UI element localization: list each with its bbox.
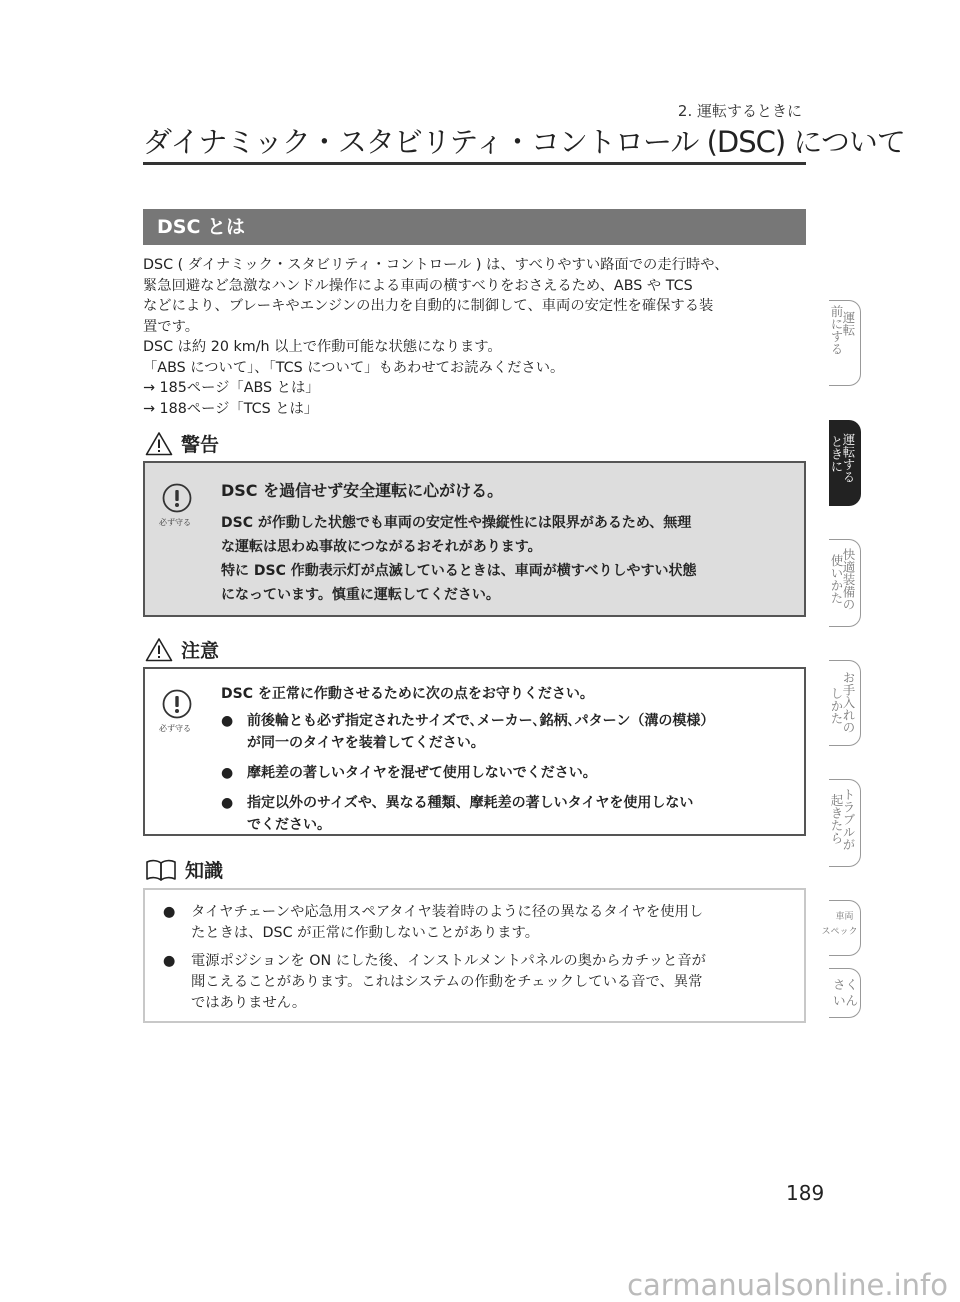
must-observe-mark (159, 483, 192, 528)
watermark: carmanualsonline.info (627, 1268, 948, 1302)
page-reference: → 188ページ「TCS とは」 (143, 400, 319, 417)
list-item (221, 762, 790, 784)
tab-label: お手入れの (841, 671, 856, 734)
bullet-text: 摩耗差の著しいタイヤを混ぜて使用しないでください。 (247, 765, 597, 781)
bullet-mark: ● (221, 765, 234, 781)
tab-label: 運転 (841, 311, 856, 336)
must-observe-caption: 必ず守る (159, 518, 191, 527)
tab-label: ときに (829, 435, 844, 473)
warning-label-row (145, 430, 219, 457)
caution-box (143, 667, 806, 836)
body-line: 「ABS について」、「TCS について」もあわせてお読みください。 (143, 359, 565, 376)
must-observe-mark (159, 689, 192, 734)
tab-before-driving[interactable] (829, 300, 861, 386)
bullet-mark: ● (163, 904, 176, 920)
caution-label-row (145, 636, 219, 663)
warning-line: な運転は思わぬ事故につながるおそれがあります。 (221, 539, 542, 555)
bullet-text: タイヤチェーンや応急用スペアタイヤ装着時のように径の異なるタイヤを使用し (191, 904, 704, 920)
body-line: DSC ( ダイナミック・スタビリティ・コントロール ) は、すべりやすい路面での走行時や、 (143, 257, 729, 273)
tab-label: いん (833, 993, 859, 1008)
bullet-mark: ● (221, 795, 234, 811)
bullet-text: 電源ポジションを ON にした後、インストルメントパネルの奥からカチッと音が (191, 953, 706, 969)
knowledge-content (159, 902, 790, 1021)
knowledge-box (143, 888, 806, 1023)
warning-lead: DSC を過信せず安全運転に心がける。 (221, 481, 504, 500)
knowledge-label: 知識 (185, 860, 224, 882)
tab-comfort-equipment[interactable] (829, 539, 861, 627)
bullet-text: 聞こえることがあります。これはシステムの作動をチェックしている音で、異常 (191, 974, 703, 990)
bullet-text: たときは、DSC が正常に作動しないことがあります。 (191, 925, 539, 941)
exclamation-circle-icon (162, 483, 192, 513)
warning-line: 特に DSC 作動表示灯が点滅しているときは、車両が横すべりしやすい状態 (221, 563, 697, 579)
must-observe-caption: 必ず守る (159, 724, 191, 733)
bullet-mark: ● (163, 953, 176, 969)
bullet-text: でください。 (247, 817, 331, 833)
warning-triangle-icon (145, 431, 173, 456)
tab-troubleshooting[interactable] (829, 779, 861, 867)
body-line: などにより、ブレーキやエンジンの出力を自動的に制御して、車両の安定性を確保する装 (143, 298, 714, 314)
body-line: 緊急回避など急激なハンドル操作による車両の横すべりをおさえるため、ABS や TCS (143, 277, 693, 294)
tab-label: 快適装備の (841, 548, 856, 611)
tab-label: さく (833, 977, 859, 992)
tab-label: しかた (829, 687, 844, 725)
page-reference: → 185ページ「ABS とは」 (143, 380, 320, 396)
section-body (143, 255, 806, 419)
warning-line: DSC が作動した状態でも車両の安定性や操縦性には限界があるため、無理 (221, 515, 692, 531)
title-rule (143, 162, 806, 165)
bullet-text: 前後輪とも必ず指定されたサイズで､メーカー､銘柄､パターン（溝の模様） (247, 713, 715, 729)
chapter-label: 2. 運転するときに (677, 102, 802, 120)
list-item (221, 792, 790, 836)
tab-while-driving[interactable] (829, 420, 861, 506)
bullet-mark: ● (221, 713, 234, 729)
tab-label: 前にする (829, 305, 844, 355)
tab-maintenance[interactable] (829, 660, 861, 746)
caution-content (221, 683, 790, 844)
bullet-text: が同一のタイヤを装着してください。 (247, 735, 485, 751)
warning-box (143, 461, 806, 617)
list-item (221, 710, 790, 754)
exclamation-circle-icon (162, 689, 192, 719)
tab-label: 車両 (835, 912, 854, 922)
list-item (159, 902, 790, 944)
tab-label: 運転する (841, 433, 856, 483)
warning-line: になっています。慎重に運転してください。 (221, 587, 500, 603)
body-line: DSC は約 20 km/h 以上で作動可能な状態になります。 (143, 339, 502, 355)
bullet-text: ではありません。 (191, 995, 307, 1011)
tab-label: 起きたら (829, 794, 844, 844)
page-number: 189 (786, 1181, 825, 1205)
caution-label: 注意 (181, 640, 220, 662)
bullet-text: 指定以外のサイズや、異なる種類、摩耗差の著しいタイヤを使用しない (247, 795, 694, 811)
warning-content (221, 479, 790, 607)
tab-label: スペック (821, 927, 858, 937)
list-item (159, 951, 790, 1014)
caution-lead: DSC を正常に作動させるために次の点をお守りください。 (221, 686, 594, 702)
tab-index[interactable] (829, 968, 861, 1018)
tab-label: 使いかた (829, 554, 844, 604)
caution-triangle-icon (145, 637, 173, 662)
knowledge-label-row (145, 856, 223, 883)
page-title: ダイナミック・スタビリティ・コントロール (DSC) について (143, 125, 905, 159)
tab-label: トラブルが (841, 788, 856, 851)
open-book-icon (145, 858, 177, 882)
section-heading: DSC とは (143, 209, 806, 245)
body-line: 置です。 (143, 318, 200, 335)
warning-label: 警告 (181, 434, 220, 456)
tab-vehicle-specs[interactable] (821, 900, 861, 956)
